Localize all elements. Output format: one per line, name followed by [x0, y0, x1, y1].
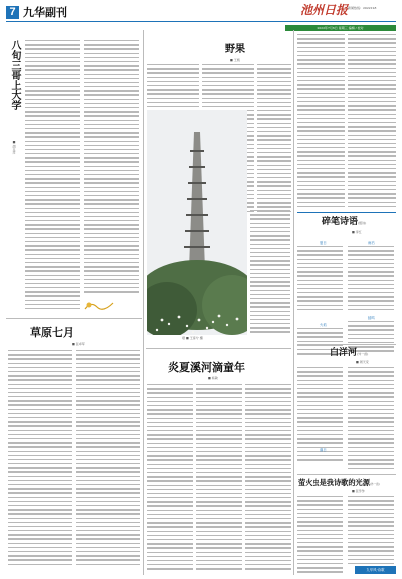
section-title: 九华副刊	[23, 6, 67, 19]
divider-right-3	[297, 474, 396, 475]
divider-right-1	[297, 212, 396, 213]
body-text-caoyuan-1	[8, 350, 72, 568]
photo-caption: 塔 ■ 王彦兮 摄	[182, 336, 203, 340]
header-rule	[6, 21, 396, 22]
body-text-yeguo-3	[257, 64, 291, 215]
poem-label-b: 雨后	[368, 241, 375, 245]
poem-label-c: 蛙鸣	[368, 316, 375, 320]
poem-label-a: 夏日	[320, 241, 327, 245]
body-text-caoyuan-2	[76, 350, 140, 568]
body-text-right-top-2	[348, 34, 396, 210]
poem-text-6	[348, 367, 394, 472]
decorative-stamp-icon	[83, 296, 115, 308]
author-caoyuan: ■ 张卓军	[72, 342, 85, 346]
header-slogan: 新闻热线：2022128	[348, 6, 377, 10]
body-text-right-top-1	[297, 34, 345, 210]
poem-label-d: 火焰	[320, 323, 327, 327]
poem-text-1	[297, 246, 343, 313]
poem-text-2	[348, 246, 394, 313]
article-title-caoyuan: 草原七月	[30, 326, 74, 339]
author-yeguo: ■ 王炳	[230, 58, 240, 62]
body-text-yanxia-2	[196, 384, 242, 572]
page-number-badge: 7	[6, 6, 19, 19]
article-title-yinghuo	[298, 478, 398, 489]
poem-text-8	[348, 496, 394, 567]
pagoda-photo	[147, 110, 247, 335]
article-title-yeguo: 野果	[225, 44, 245, 55]
author-ziyang: ■ 周天宋	[356, 360, 369, 364]
body-text-yanxia-3	[245, 384, 291, 572]
author-suibi: ■ 李红	[352, 230, 362, 234]
ziyang-title-text: 白洋河	[330, 348, 358, 358]
footer-banner: 九华风-诗歌	[355, 566, 396, 574]
body-text-yanxia-1	[147, 384, 193, 572]
body-text-bayue-2	[84, 40, 139, 295]
author-yanxia: ■ 杨敏	[208, 376, 218, 380]
author-yinghuo: ■ 张学争	[352, 489, 365, 493]
yinghuo-subtitle: (外一首)	[369, 483, 380, 486]
column-divider-2	[293, 30, 294, 575]
body-text-bayue-1	[25, 40, 80, 312]
divider-center	[146, 348, 291, 349]
paper-logo: 池州日报	[300, 3, 349, 17]
poem-text-7	[297, 496, 343, 576]
author-bayue: ■ 胡玉萍	[12, 140, 16, 154]
suibi-title-text: 碎笔诗语	[322, 217, 359, 227]
article-title-suibi	[322, 217, 366, 229]
article-title-ziyang	[330, 348, 368, 360]
article-title-yanxia: 炎夏溪河滴童年	[168, 361, 245, 374]
body-text-yeguo-4	[250, 210, 290, 336]
yinghuo-title-text: 萤火虫是我诗歌的光源	[298, 478, 370, 487]
ziyang-subtitle: (外一首)	[357, 352, 369, 356]
suibi-subtitle: (组诗)	[358, 221, 367, 225]
header-strip: 2022年7月6日 星期三 编辑 / 校对	[285, 25, 396, 31]
column-divider-1	[143, 30, 144, 575]
divider-left	[6, 318, 142, 319]
article-title-bayue: 八旬三哥上大学	[9, 40, 20, 110]
divider-right-2	[297, 344, 396, 345]
poem-label-e: 落日	[320, 448, 327, 452]
